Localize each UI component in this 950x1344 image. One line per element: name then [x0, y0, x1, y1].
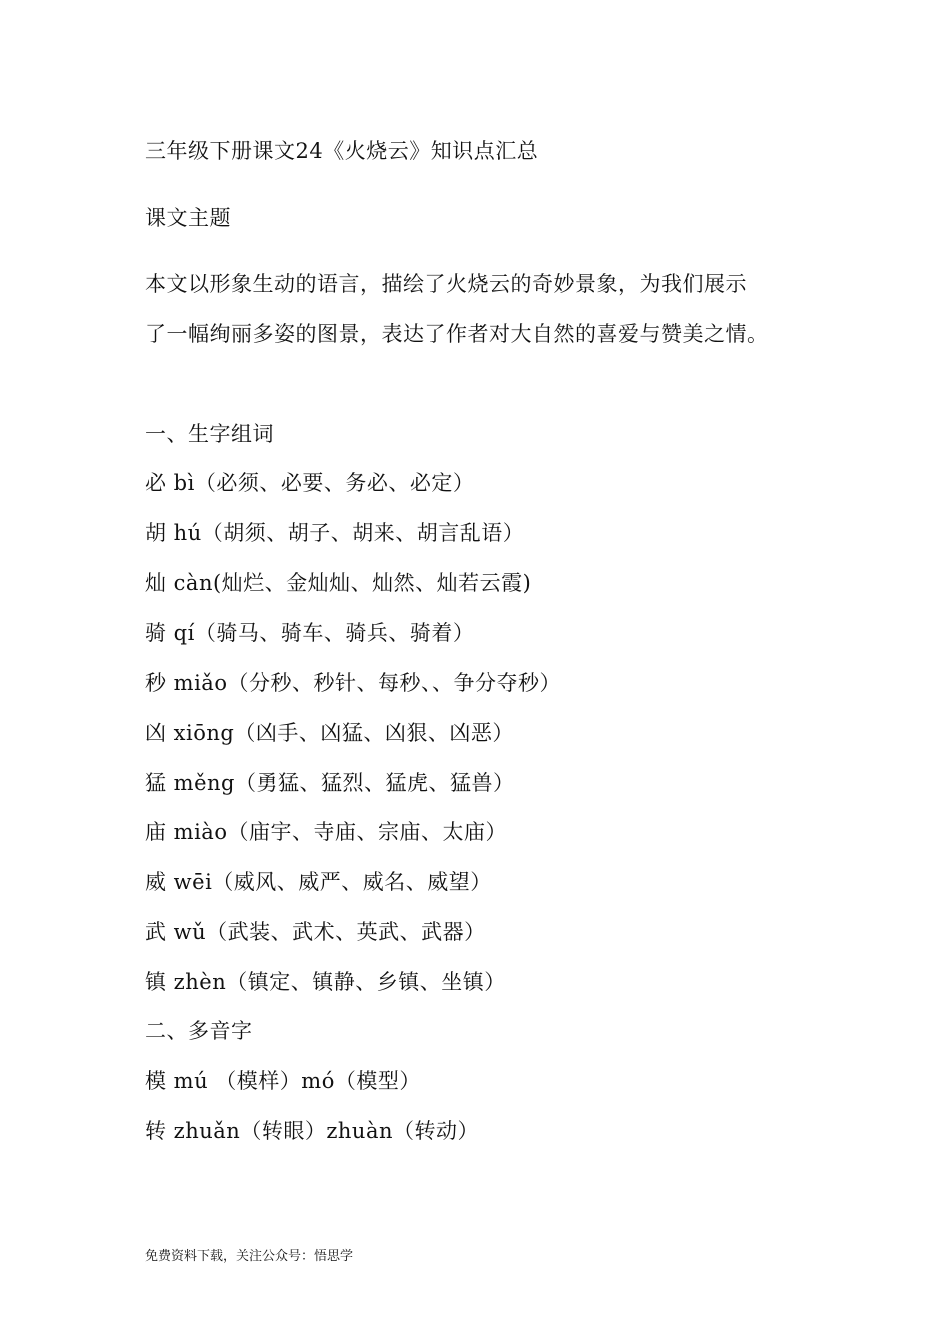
- character-item: 骑 qí（骑马、骑车、骑兵、骑着）: [145, 621, 475, 645]
- character-item: 凶 xiōng（凶手、凶猛、凶狠、凶恶）: [145, 721, 514, 745]
- character-item: 镇 zhèn（镇定、镇静、乡镇、坐镇）: [145, 970, 506, 994]
- theme-paragraph-line-1: 本文以形象生动的语言，描绘了火烧云的奇妙景象，为我们展示: [145, 272, 747, 296]
- section-heading-characters: 一、生字组词: [145, 422, 274, 446]
- character-item: 威 wēi（威风、威严、威名、威望）: [145, 870, 492, 894]
- character-item: 庙 miào（庙宇、寺庙、宗庙、太庙）: [145, 820, 507, 844]
- document-title: 三年级下册课文24《火烧云》知识点汇总: [145, 139, 539, 163]
- polyphone-item: 模 mú （模样）mó（模型）: [145, 1069, 421, 1093]
- theme-paragraph-line-2: 了一幅绚丽多姿的图景，表达了作者对大自然的喜爱与赞美之情。: [145, 322, 769, 346]
- character-item: 武 wǔ（武装、武术、英武、武器）: [145, 920, 486, 944]
- polyphone-item: 转 zhuǎn（转眼）zhuàn（转动）: [145, 1119, 479, 1143]
- footer-note: 免费资料下载，关注公众号：悟思学: [145, 1249, 354, 1264]
- character-item: 必 bì（必须、必要、务必、必定）: [145, 471, 475, 495]
- theme-heading: 课文主题: [145, 206, 231, 230]
- character-item: 胡 hú（胡须、胡子、胡来、胡言乱语）: [145, 521, 525, 545]
- character-item: 猛 měng（勇猛、猛烈、猛虎、猛兽）: [145, 771, 515, 795]
- section-heading-polyphones: 二、多音字: [145, 1019, 253, 1043]
- character-item: 秒 miǎo（分秒、秒针、每秒、、争分夺秒）: [145, 671, 561, 695]
- character-item: 灿 càn(灿烂、金灿灿、灿然、灿若云霞): [145, 571, 532, 595]
